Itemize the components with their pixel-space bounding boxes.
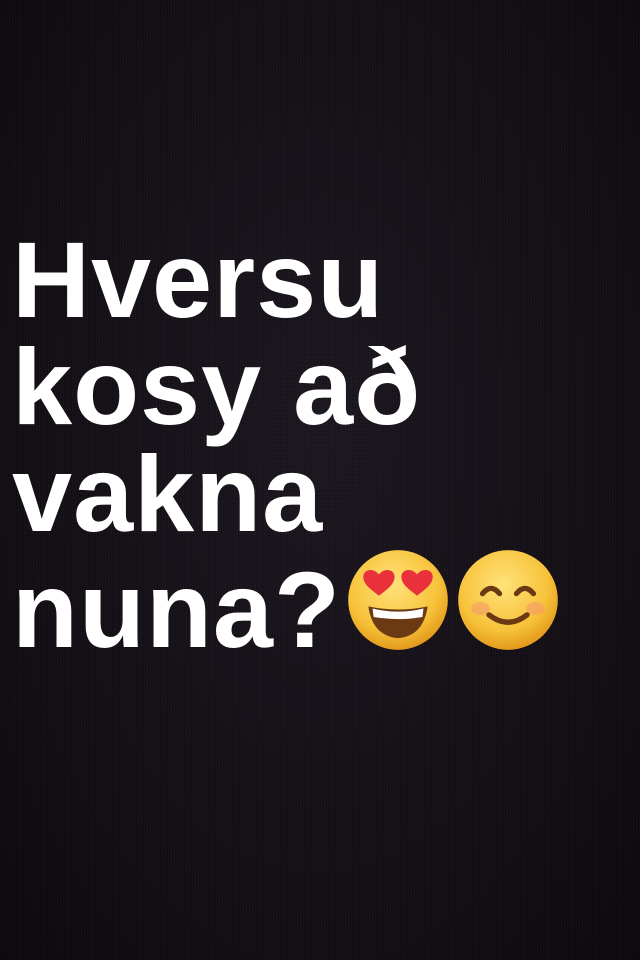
heart-eyes-icon	[345, 547, 451, 653]
caption-line-1: Hversu	[12, 219, 385, 340]
caption-text	[12, 219, 632, 670]
smiling-face-icon	[455, 547, 561, 653]
caption-line-4	[12, 547, 632, 670]
caption-line-3: vakna	[12, 433, 324, 554]
caption-line-4-text: nuna?	[12, 549, 341, 670]
caption-line-2: kosy að	[12, 326, 422, 447]
